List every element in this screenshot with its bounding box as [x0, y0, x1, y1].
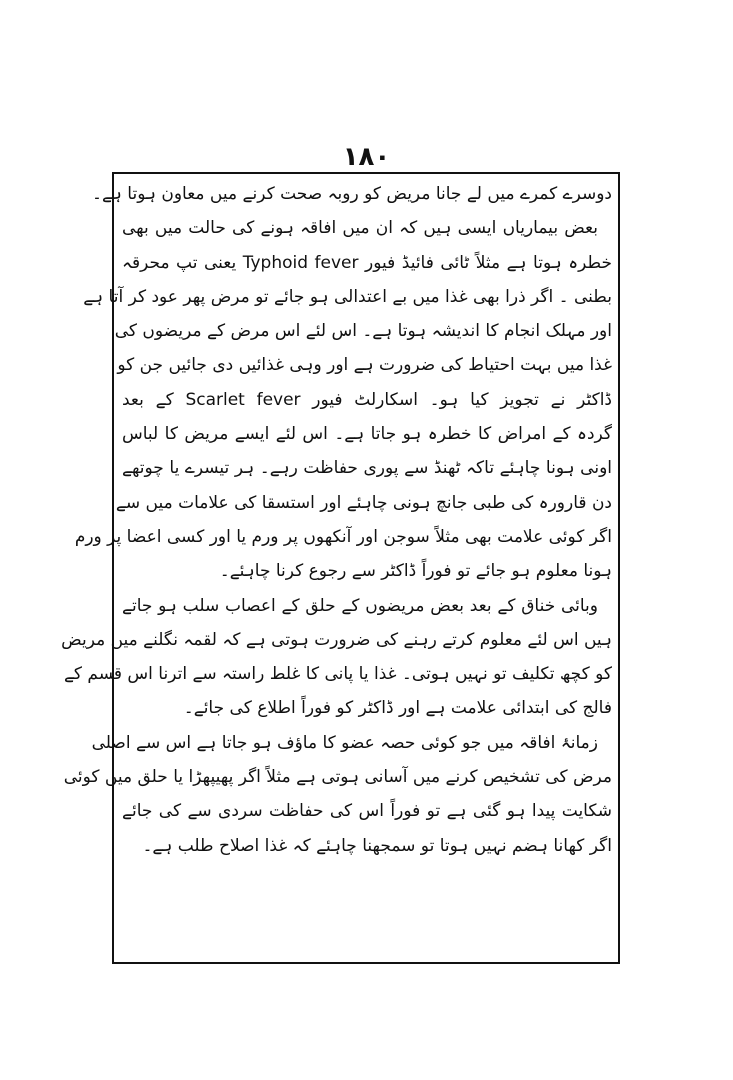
text-line: شکایت پیدا ہو گئی ہے تو فوراً اس کی حفاظت سردی سے کی جائے	[122, 801, 612, 822]
text-line: دوسرے کمرے میں لے جانا مریض کو روبہ صحت کرنے میں معاون ہوتا ہے۔	[92, 184, 612, 204]
text-line: گردہ کے امراض کا خطرہ ہو جاتا ہے۔ اس لئے ایسے مریض کا لباس	[122, 424, 612, 445]
text-line: ہونا معلوم ہو جائے تو فوراً ڈاکٹر سے رجوع کرنا چاہئے۔	[219, 561, 612, 582]
text-line: خطرہ ہوتا ہے مثلاً ٹائی فائیڈ فیور Typhoid fever یعنی تپ محرقہ	[122, 252, 612, 273]
text-line: بطنی ۔ اگر ذرا بھی غذا میں بے اعتدالی ہو جائے تو مرض پھر عود کر آتا ہے	[83, 286, 612, 307]
text-line: زمانۂ افاقہ میں جو کوئی حصہ عضو کا ماؤف ہو جاتا ہے اس سے اصلی	[91, 732, 598, 753]
text-line: اگر کوئی علامت بھی مثلاً سوجن اور آنکھوں پر ورم یا اور کسی اعضا پر ورم	[74, 526, 612, 547]
text-line: ڈاکٹر نے تجویز کیا ہو۔ اسکارلٹ فیور Scarlet fever کے بعد	[122, 389, 613, 410]
text-line: اور مہلک انجام کا اندیشہ ہوتا ہے۔ اس لئے اس مرض کے مریضوں کی	[114, 321, 612, 342]
text-line: اگر کھانا ہضم نہیں ہوتا تو سمجھنا چاہئے کہ غذا اصلاح طلب ہے۔	[142, 835, 612, 856]
page-number: ١٨٠	[342, 142, 391, 172]
body-text	[61, 177, 613, 863]
text-line: کو کچھ تکلیف تو نہیں ہوتی۔ غذا یا پانی کا غلط راستہ سے اترنا اس قسم کے	[63, 664, 612, 685]
text-line: اونی ہونا چاہئے تاکہ ٹھنڈ سے پوری حفاظت رہے۔ ہر تیسرے یا چوتھے	[122, 458, 612, 479]
text-line: فالج کی ابتدائی علامت ہے اور ڈاکٹر کو فوراً اطلاع کی جائے۔	[183, 698, 612, 719]
text-line: ہیں اس لئے معلوم کرتے رہنے کی ضرورت ہوتی ہے کہ لقمہ نگلنے میں مریض	[61, 629, 612, 650]
text-line: غذا میں بہت احتیاط کی ضرورت ہے اور وہی غذائیں دی جائیں جن کو	[117, 355, 612, 376]
text-line: وبائی خناق کے بعد بعض مریضوں کے حلق کے اعصاب سلب ہو جاتے	[122, 595, 598, 616]
text-line: بعض بیماریاں ایسی ہیں کہ ان میں افاقہ ہونے کی حالت میں بھی	[122, 218, 598, 239]
text-line: مرض کی تشخیص کرنے میں آسانی ہوتی ہے مثلاً اگر پھیپھڑا یا حلق میں کوئی	[63, 767, 612, 788]
text-line: دن قارورہ کی طبی جانچ ہونی چاہئے اور استسقا کی علامات میں سے	[115, 492, 612, 513]
